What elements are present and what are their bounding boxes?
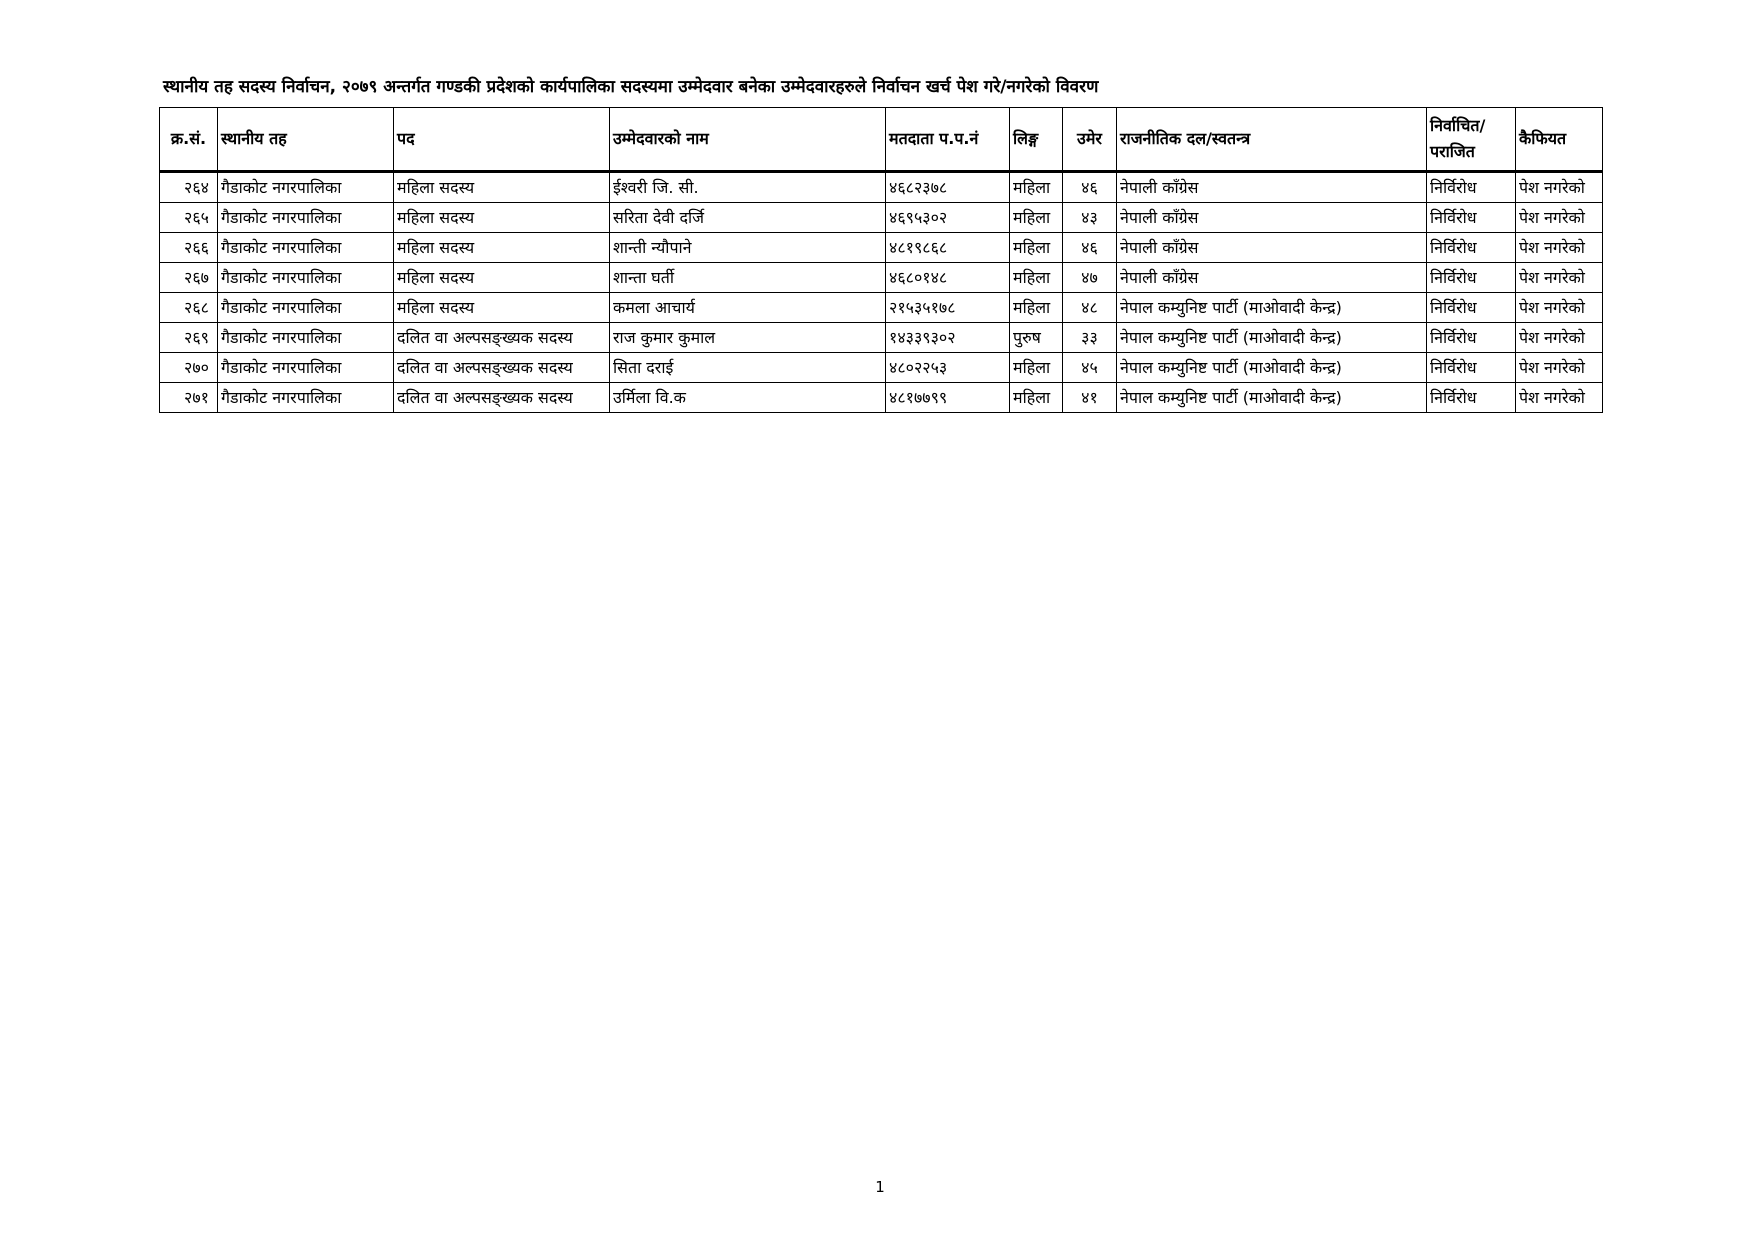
header-gender: लिङ्ग (1010, 108, 1063, 172)
cell-voter-id: २१५३५१७८ (886, 293, 1010, 323)
cell-local-level: गैडाकोट नगरपालिका (218, 383, 394, 413)
cell-remarks: पेश नगरेको (1516, 353, 1603, 383)
cell-voter-id: ४६८०१४८ (886, 263, 1010, 293)
table-row (160, 293, 1603, 323)
cell-serial: २७० (160, 353, 218, 383)
cell-result: निर्विरोध (1427, 293, 1516, 323)
cell-voter-id: ४८१९८६८ (886, 233, 1010, 263)
header-party: राजनीतिक दल/स्वतन्त्र (1117, 108, 1427, 172)
cell-candidate-name: सरिता देवी दर्जि (610, 203, 886, 233)
cell-serial: २६५ (160, 203, 218, 233)
cell-gender: महिला (1010, 263, 1063, 293)
cell-remarks: पेश नगरेको (1516, 263, 1603, 293)
header-age: उमेर (1063, 108, 1117, 172)
cell-candidate-name: सिता दराई (610, 353, 886, 383)
cell-voter-id: ४८०२२५३ (886, 353, 1010, 383)
cell-party: नेपाल कम्युनिष्ट पार्टी (माओवादी केन्द्र) (1117, 353, 1427, 383)
cell-post: दलित वा अल्पसङ्ख्यक सदस्य (394, 383, 610, 413)
cell-remarks: पेश नगरेको (1516, 233, 1603, 263)
cell-result: निर्विरोध (1427, 263, 1516, 293)
page-title: स्थानीय तह सदस्य निर्वाचन, २०७९ अन्तर्गत गण्डकी प्रदेशको कार्यपालिका सदस्यमा उम्मेदवार बनेका उम्मेदवारहरुले निर्वाचन खर्च पेश गरे/नगरेको विवरण (163, 77, 1099, 97)
cell-serial: २७१ (160, 383, 218, 413)
cell-age: ४७ (1063, 263, 1117, 293)
cell-candidate-name: राज कुमार कुमाल (610, 323, 886, 353)
cell-result: निर्विरोध (1427, 323, 1516, 353)
cell-age: ४६ (1063, 233, 1117, 263)
cell-gender: पुरुष (1010, 323, 1063, 353)
table-row (160, 353, 1603, 383)
cell-post: महिला सदस्य (394, 203, 610, 233)
cell-remarks: पेश नगरेको (1516, 293, 1603, 323)
cell-gender: महिला (1010, 172, 1063, 203)
cell-serial: २६८ (160, 293, 218, 323)
cell-voter-id: १४३३९३०२ (886, 323, 1010, 353)
cell-local-level: गैडाकोट नगरपालिका (218, 233, 394, 263)
cell-party: नेपाल कम्युनिष्ट पार्टी (माओवादी केन्द्र) (1117, 383, 1427, 413)
cell-gender: महिला (1010, 293, 1063, 323)
cell-age: ४८ (1063, 293, 1117, 323)
cell-local-level: गैडाकोट नगरपालिका (218, 323, 394, 353)
cell-age: ४६ (1063, 172, 1117, 203)
cell-local-level: गैडाकोट नगरपालिका (218, 172, 394, 203)
header-local-level: स्थानीय तह (218, 108, 394, 172)
cell-candidate-name: कमला आचार्य (610, 293, 886, 323)
header-result: निर्वाचित/ पराजित (1427, 108, 1516, 172)
cell-voter-id: ४८१७७९९ (886, 383, 1010, 413)
cell-result: निर्विरोध (1427, 203, 1516, 233)
header-remarks: कैफियत (1516, 108, 1603, 172)
cell-party: नेपाली काँग्रेस (1117, 233, 1427, 263)
cell-party: नेपाली काँग्रेस (1117, 263, 1427, 293)
cell-post: दलित वा अल्पसङ्ख्यक सदस्य (394, 353, 610, 383)
cell-age: ४३ (1063, 203, 1117, 233)
cell-serial: २६४ (160, 172, 218, 203)
candidate-expense-table (159, 107, 1603, 413)
cell-serial: २६६ (160, 233, 218, 263)
cell-local-level: गैडाकोट नगरपालिका (218, 263, 394, 293)
cell-party: नेपाली काँग्रेस (1117, 203, 1427, 233)
table-row (160, 172, 1603, 203)
cell-candidate-name: शान्ती न्यौपाने (610, 233, 886, 263)
cell-remarks: पेश नगरेको (1516, 172, 1603, 203)
header-serial: क्र.सं. (160, 108, 218, 172)
cell-candidate-name: शान्ता घर्ती (610, 263, 886, 293)
cell-party: नेपाल कम्युनिष्ट पार्टी (माओवादी केन्द्र) (1117, 323, 1427, 353)
cell-serial: २६७ (160, 263, 218, 293)
cell-voter-id: ४६८२३७८ (886, 172, 1010, 203)
header-post: पद (394, 108, 610, 172)
cell-voter-id: ४६९५३०२ (886, 203, 1010, 233)
cell-gender: महिला (1010, 203, 1063, 233)
cell-gender: महिला (1010, 353, 1063, 383)
cell-remarks: पेश नगरेको (1516, 323, 1603, 353)
cell-age: ४१ (1063, 383, 1117, 413)
header-voter-id: मतदाता प.प.नं (886, 108, 1010, 172)
cell-remarks: पेश नगरेको (1516, 203, 1603, 233)
table-row (160, 263, 1603, 293)
cell-age: ३३ (1063, 323, 1117, 353)
cell-serial: २६९ (160, 323, 218, 353)
cell-result: निर्विरोध (1427, 233, 1516, 263)
cell-result: निर्विरोध (1427, 353, 1516, 383)
cell-local-level: गैडाकोट नगरपालिका (218, 353, 394, 383)
table-row (160, 383, 1603, 413)
cell-remarks: पेश नगरेको (1516, 383, 1603, 413)
cell-local-level: गैडाकोट नगरपालिका (218, 293, 394, 323)
table-row (160, 203, 1603, 233)
cell-result: निर्विरोध (1427, 383, 1516, 413)
table-row (160, 323, 1603, 353)
cell-post: महिला सदस्य (394, 293, 610, 323)
page-number: 1 (875, 1178, 885, 1196)
cell-post: महिला सदस्य (394, 233, 610, 263)
cell-result: निर्विरोध (1427, 172, 1516, 203)
table-body (160, 172, 1603, 413)
cell-age: ४५ (1063, 353, 1117, 383)
header-candidate-name: उम्मेदवारको नाम (610, 108, 886, 172)
cell-post: महिला सदस्य (394, 172, 610, 203)
cell-local-level: गैडाकोट नगरपालिका (218, 203, 394, 233)
cell-gender: महिला (1010, 383, 1063, 413)
cell-gender: महिला (1010, 233, 1063, 263)
cell-post: दलित वा अल्पसङ्ख्यक सदस्य (394, 323, 610, 353)
cell-party: नेपाल कम्युनिष्ट पार्टी (माओवादी केन्द्र) (1117, 293, 1427, 323)
cell-candidate-name: उर्मिला वि.क (610, 383, 886, 413)
table-row (160, 233, 1603, 263)
cell-post: महिला सदस्य (394, 263, 610, 293)
cell-candidate-name: ईश्वरी जि. सी. (610, 172, 886, 203)
table-header-row (160, 108, 1603, 172)
cell-party: नेपाली काँग्रेस (1117, 172, 1427, 203)
